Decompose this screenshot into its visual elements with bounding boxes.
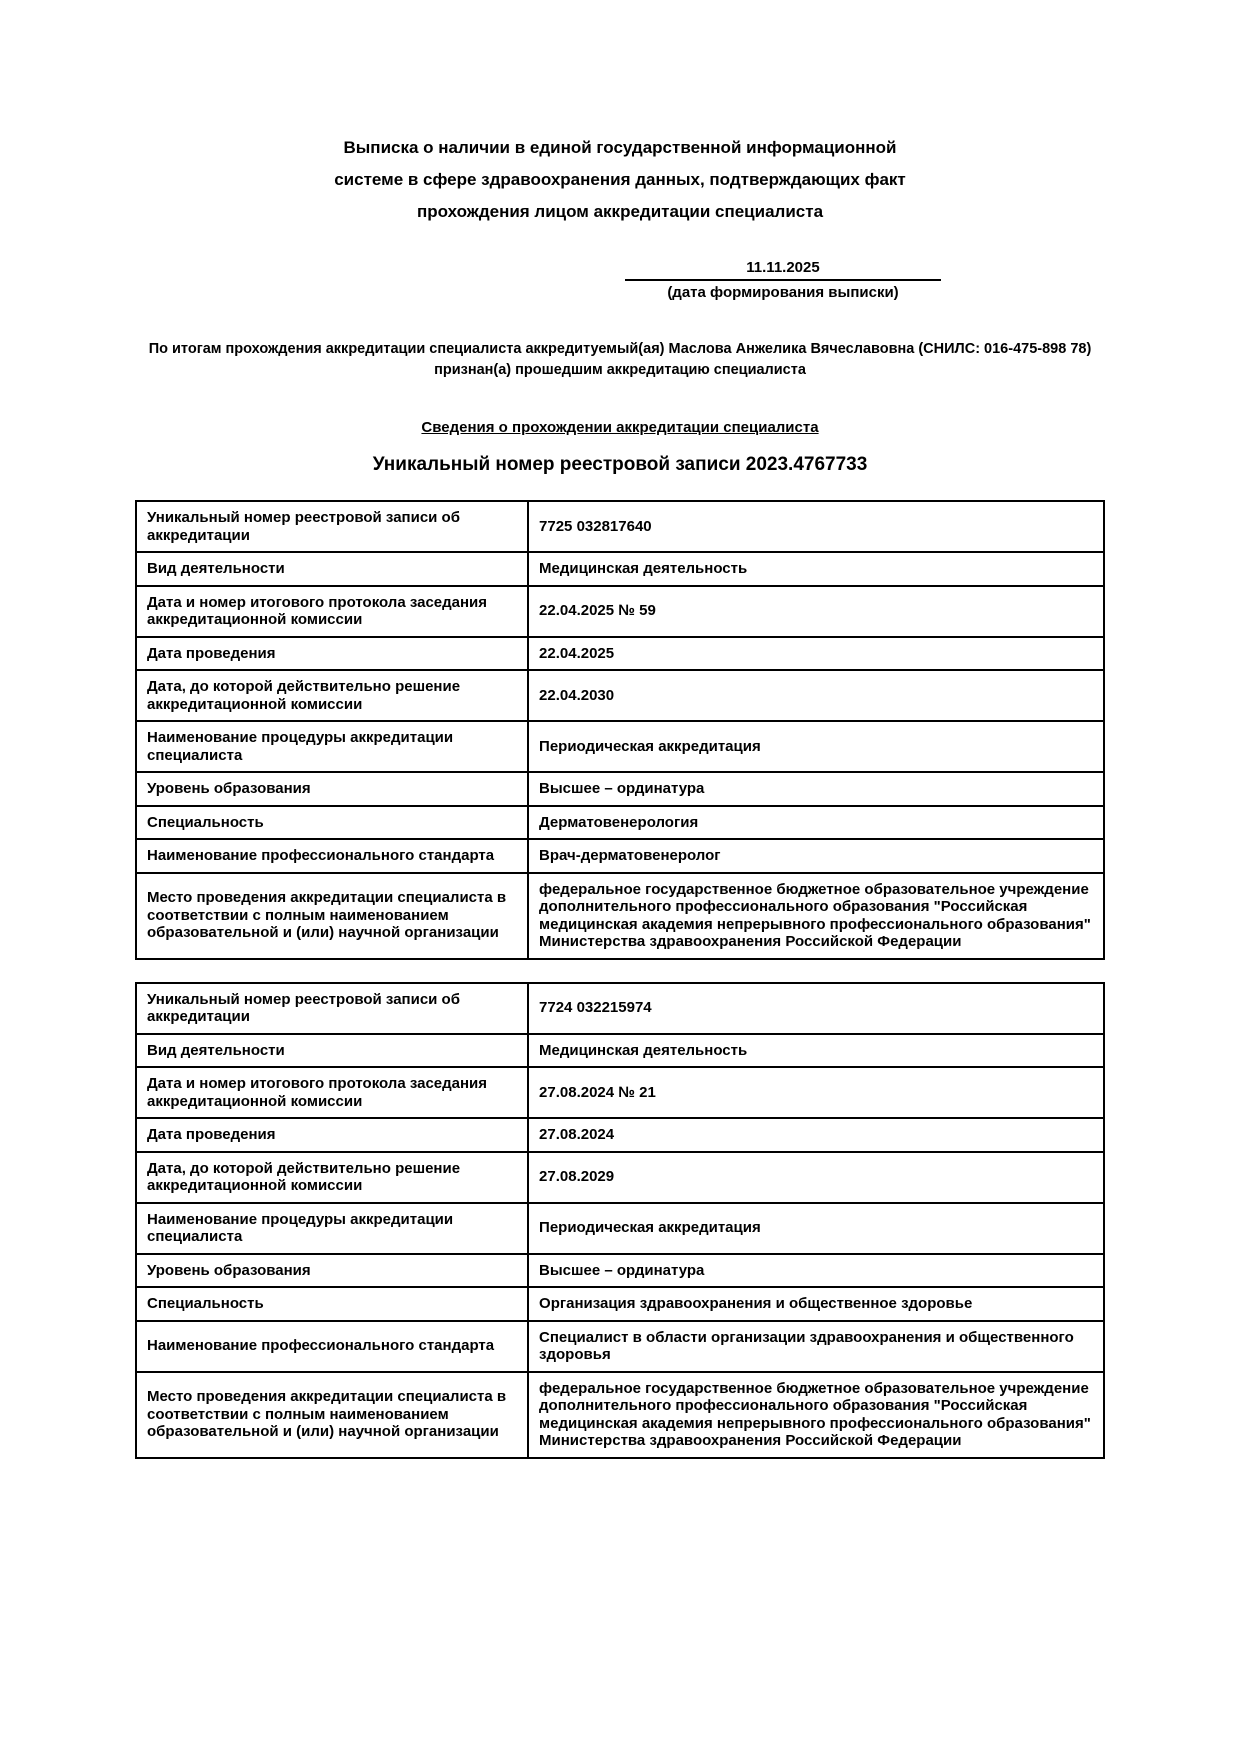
field-label: Место проведения аккредитации специалиста в соответствии с полным наименованием образовательной и (или) научной организации <box>136 873 528 959</box>
table-row <box>136 637 1104 671</box>
field-value: 27.08.2029 <box>528 1152 1104 1203</box>
table-row <box>136 1203 1104 1254</box>
table-row <box>136 1034 1104 1068</box>
table-row <box>136 983 1104 1034</box>
field-label: Наименование профессионального стандарта <box>136 839 528 873</box>
page-title <box>230 132 1010 228</box>
field-label: Дата и номер итогового протокола заседания аккредитационной комиссии <box>136 586 528 637</box>
field-label: Уникальный номер реестровой записи об аккредитации <box>136 501 528 552</box>
table-row <box>136 1254 1104 1288</box>
table-row <box>136 670 1104 721</box>
generation-date-block <box>625 258 941 303</box>
field-value: Периодическая аккредитация <box>528 721 1104 772</box>
field-value: 27.08.2024 <box>528 1118 1104 1152</box>
registry-record-heading: Уникальный номер реестровой записи 2023.4767733 <box>372 454 868 475</box>
section-heading <box>0 419 1240 436</box>
field-value: Специалист в области организации здравоохранения и общественного здоровья <box>528 1321 1104 1372</box>
field-label: Специальность <box>136 806 528 840</box>
field-value: Врач-дерматовенеролог <box>528 839 1104 873</box>
accreditation-result-paragraph: По итогам прохождения аккредитации специалиста аккредитуемый(ая) Маслова Анжелика Вячеславовна (СНИЛС: 016-475-898 78) признан(а) прошедшим аккредитацию специалиста <box>148 341 1092 378</box>
table-row <box>136 1067 1104 1118</box>
field-value: Высшее – ординатура <box>528 772 1104 806</box>
generation-date-caption: (дата формирования выписки) <box>667 284 899 301</box>
table-row <box>136 806 1104 840</box>
table-row <box>136 1152 1104 1203</box>
field-label: Уникальный номер реестровой записи об аккредитации <box>136 983 528 1034</box>
field-label: Дата проведения <box>136 637 528 671</box>
page-title-line: системе в сфере здравоохранения данных, подтверждающих факт <box>334 170 906 189</box>
table-row <box>136 586 1104 637</box>
field-value: федеральное государственное бюджетное образовательное учреждение дополнительного профессионального образования "Российская медицинская академия непрерывного профессионального образования" Министерства здравоохранения Российской Федерации <box>528 873 1104 959</box>
table-row <box>136 1118 1104 1152</box>
table-row <box>136 501 1104 552</box>
field-label: Дата, до которой действительно решение аккредитационной комиссии <box>136 1152 528 1203</box>
field-label: Дата, до которой действительно решение аккредитационной комиссии <box>136 670 528 721</box>
table-row <box>136 1287 1104 1321</box>
field-value: 22.04.2025 <box>528 637 1104 671</box>
field-value: федеральное государственное бюджетное образовательное учреждение дополнительного профессионального образования "Российская медицинская академия непрерывного профессионального образования" Министерства здравоохранения Российской Федерации <box>528 1372 1104 1458</box>
field-label: Дата и номер итогового протокола заседания аккредитационной комиссии <box>136 1067 528 1118</box>
field-label: Вид деятельности <box>136 1034 528 1068</box>
generation-date: 11.11.2025 <box>625 258 941 281</box>
table-row <box>136 552 1104 586</box>
field-value: Дерматовенерология <box>528 806 1104 840</box>
table-row <box>136 772 1104 806</box>
field-value: Медицинская деятельность <box>528 552 1104 586</box>
field-value: 22.04.2025 № 59 <box>528 586 1104 637</box>
field-value: 7724 032215974 <box>528 983 1104 1034</box>
field-label: Специальность <box>136 1287 528 1321</box>
field-value: Периодическая аккредитация <box>528 1203 1104 1254</box>
page-title-line: прохождения лицом аккредитации специалиста <box>416 202 824 221</box>
table-row <box>136 873 1104 959</box>
table-row <box>136 721 1104 772</box>
field-label: Наименование профессионального стандарта <box>136 1321 528 1372</box>
field-value: 27.08.2024 № 21 <box>528 1067 1104 1118</box>
field-label: Место проведения аккредитации специалиста в соответствии с полным наименованием образовательной и (или) научной организации <box>136 1372 528 1458</box>
field-label: Наименование процедуры аккредитации специалиста <box>136 1203 528 1254</box>
field-label: Дата проведения <box>136 1118 528 1152</box>
field-value: Медицинская деятельность <box>528 1034 1104 1068</box>
table-row <box>136 1321 1104 1372</box>
table-row <box>136 1372 1104 1458</box>
section-heading-text: Сведения о прохождении аккредитации специалиста <box>421 419 819 436</box>
field-value: Организация здравоохранения и общественное здоровье <box>528 1287 1104 1321</box>
field-label: Уровень образования <box>136 772 528 806</box>
accreditation-table-1 <box>135 500 1105 960</box>
table-row <box>136 839 1104 873</box>
field-label: Уровень образования <box>136 1254 528 1288</box>
field-label: Наименование процедуры аккредитации специалиста <box>136 721 528 772</box>
field-value: 22.04.2030 <box>528 670 1104 721</box>
page-title-line: Выписка о наличии в единой государственной информационной <box>343 138 897 157</box>
field-value: Высшее – ординатура <box>528 1254 1104 1288</box>
field-label: Вид деятельности <box>136 552 528 586</box>
accreditation-table-2 <box>135 982 1105 1459</box>
field-value: 7725 032817640 <box>528 501 1104 552</box>
